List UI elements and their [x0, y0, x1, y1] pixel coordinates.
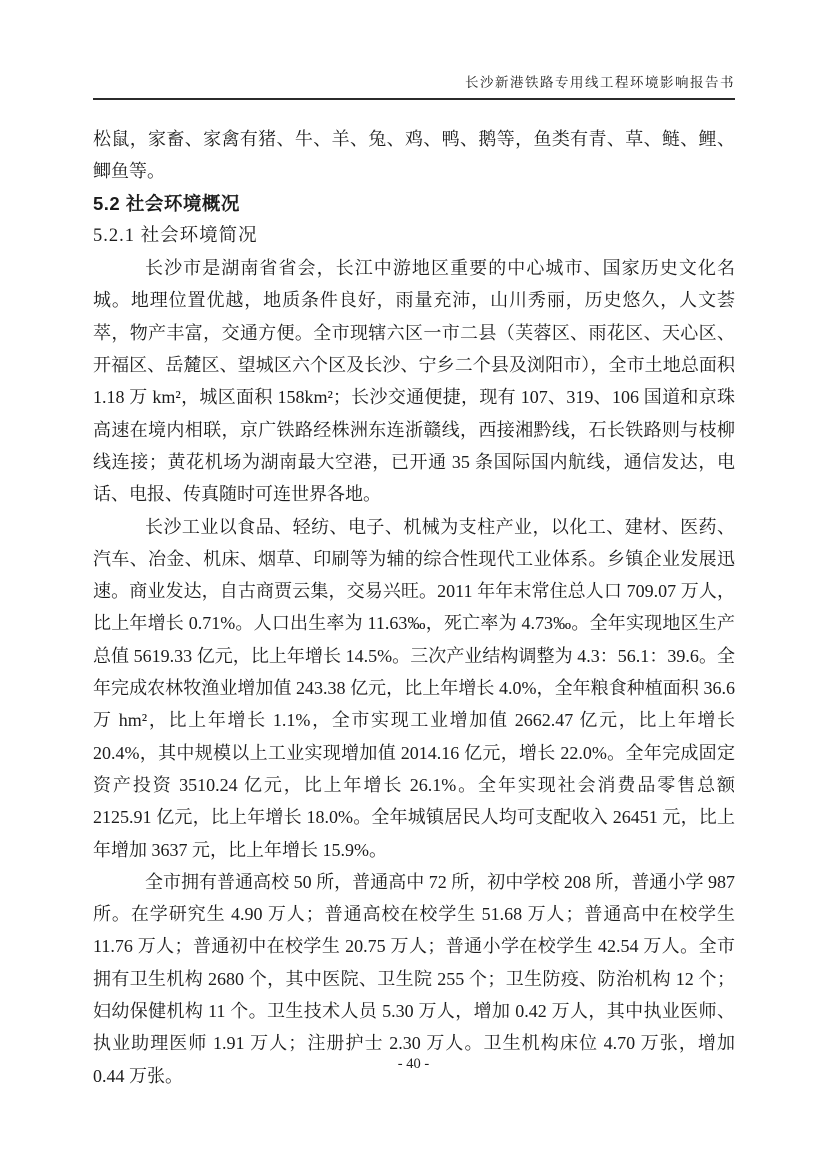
paragraph-city-overview: 长沙市是湖南省省会，长江中游地区重要的中心城市、国家历史文化名城。地理位置优越，地质条件良好，雨量充沛，山川秀丽，历史悠久，人文荟萃，物产丰富，交通方便。全市现辖六区一市二县（芙蓉区、雨花区、天心区、开福区、岳麓区、望城区六个区及长沙、宁乡二个县及浏阳市），全市土地总面积 1.18 万 km²，城区面积 158km²；长沙交通便捷，现有 107、319、106 国道和京珠高速在境内相联，京广铁路经株洲东连浙赣线，西接湘黔线，石长铁路则与枝柳线连接；黄花机场为湖南最大空港，已开通 35 条国际国内航线，通信发达，电话、电报、传真随时可连世界各地。 [93, 258, 735, 505]
section-heading-5-2: 5.2 社会环境概况 [93, 192, 240, 214]
header-rule [93, 98, 735, 100]
page-number: - 40 - [397, 1056, 430, 1072]
header-title: 长沙新港铁路专用线工程环境影响报告书 [465, 75, 735, 90]
page-header [93, 74, 735, 92]
page-footer [0, 1054, 827, 1074]
paragraph-fauna-continuation: 松鼠，家畜、家禽有猪、牛、羊、兔、鸡、鸭、鹅等，鱼类有青、草、鲢、鲤、鲫鱼等。 [93, 129, 735, 182]
document-content [93, 123, 735, 1092]
subsection-heading-5-2-1: 5.2.1 社会环境简况 [93, 225, 258, 246]
paragraph-education-health: 全市拥有普通高校 50 所，普通高中 72 所，初中学校 208 所，普通小学 987 所。在学研究生 4.90 万人；普通高校在校学生 51.68 万人；普通高中在校学生 11.76 万人；普通初中在校学生 20.75 万人；普通小学在校学生 42.54 万人。全市拥有卫生机构 2680 个，其中医院、卫生院 255 个；卫生防疫、防治机构 12 个；妇幼保健机构 11 个。卫生技术人员 5.30 万人，增加 0.42 万人，其中执业医师、执业助理医师 1.91 万人；注册护士 2.30 万人。卫生机构床位 4.70 万张，增加 0.44 万张。 [93, 871, 735, 1086]
paragraph-industry-economy: 长沙工业以食品、轻纺、电子、机械为支柱产业，以化工、建材、医药、汽车、冶金、机床、烟草、印刷等为辅的综合性现代工业体系。乡镇企业发展迅速。商业发达，自古商贾云集，交易兴旺。2011 年年末常住总人口 709.07 万人，比上年增长 0.71%。人口出生率为 11.63‰，死亡率为 4.73‰。全年实现地区生产总值 5619.33 亿元，比上年增长 14.5%。三次产业结构调整为 4.3：56.1：39.6。全年完成农林牧渔业增加值 243.38 亿元，比上年增长 4.0%，全年粮食种植面积 36.6 万 hm²，比上年增长 1.1%，全市实现工业增加值 2662.47 亿元，比上年增长 20.4%，其中规模以上工业实现增加值 2014.16 亿元，增长 22.0%。全年完成固定资产投资 3510.24 亿元，比上年增长 26.1%。全年实现社会消费品零售总额 2125.91 亿元，比上年增长 18.0%。全年城镇居民人均可支配收入 26451 元，比上年增加 3637 元，比上年增长 15.9%。 [93, 516, 735, 860]
